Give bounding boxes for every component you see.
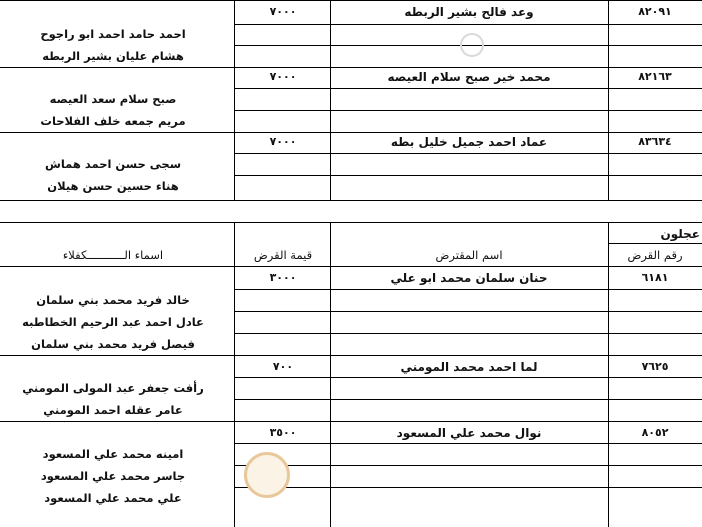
loan-number: ٨٢٠٩١	[638, 5, 672, 18]
grid-line	[234, 465, 702, 466]
guarantors-header: اسماء الـــــــــــكفلاء	[62, 248, 164, 262]
guarantor-name: هناء حسين حسن هيلان	[47, 179, 179, 193]
grid-line	[234, 399, 702, 400]
grid-line	[0, 355, 702, 356]
loan-number: ٨٣٦٣٤	[638, 135, 672, 148]
guarantor-name: صبح سلام سعد العيصه	[49, 92, 177, 106]
loan-number: ٨٢١٦٣	[638, 70, 672, 83]
grid-line	[0, 200, 702, 201]
loan-number: ٨٠٥٢	[641, 426, 669, 439]
grid-line	[0, 421, 702, 422]
grid-line	[234, 333, 702, 334]
borrower-name: حنان سلمان محمد ابو علي	[390, 271, 548, 285]
borrower-name: وعد فالح بشير الربطه	[404, 5, 534, 19]
loan-amount: ٧٠٠٠	[269, 135, 297, 148]
borrower-name: لما احمد محمد المومني	[400, 360, 538, 374]
grid-line	[234, 222, 235, 527]
grid-line	[330, 222, 331, 527]
loan-amount: ٧٠٠٠	[269, 5, 297, 18]
grid-line	[0, 222, 702, 223]
grid-line	[234, 377, 702, 378]
grid-line	[330, 0, 331, 200]
grid-line	[234, 110, 702, 111]
guarantor-name: مريم جمعه خلف الفلاحات	[40, 114, 186, 128]
loan-number-header: رقم القرض	[627, 248, 683, 262]
guarantor-name: علي محمد علي المسعود	[44, 491, 182, 505]
grid-line	[234, 0, 235, 200]
grid-line	[0, 0, 702, 1]
guarantor-name: عادل احمد عبد الرحيم الخطاطبه	[22, 315, 204, 329]
grid-line	[234, 175, 702, 176]
watermark-seal-icon	[244, 452, 290, 498]
guarantor-name: امينه محمد علي المسعود	[42, 447, 184, 461]
borrower-name: نوال محمد علي المسعود	[396, 426, 542, 440]
grid-line	[234, 487, 702, 488]
grid-line	[0, 266, 702, 267]
grid-line	[234, 443, 702, 444]
grid-line	[0, 67, 702, 68]
city-heading: عجلون	[660, 227, 700, 241]
guarantor-name: رأفت جعفر عبد المولى المومني	[22, 381, 204, 395]
loan-amount: ٧٠٠	[272, 360, 294, 373]
grid-line	[234, 289, 702, 290]
loan-amount: ٧٠٠٠	[269, 70, 297, 83]
guarantor-name: جاسر محمد علي المسعود	[40, 469, 186, 483]
grid-line	[608, 222, 609, 527]
borrower-name: عماد احمد جميل خليل بطه	[390, 135, 548, 149]
guarantor-name: عامر عقله احمد المومني	[43, 403, 183, 417]
borrower-header: اسم المقترض	[435, 248, 503, 262]
grid-line	[0, 132, 702, 133]
loan-amount: ٣٥٠٠	[269, 426, 297, 439]
guarantor-name: هشام عليان بشير الربطه	[42, 49, 184, 63]
guarantor-name: خالد فريد محمد بني سلمان	[36, 293, 190, 307]
loan-number: ٧٦٢٥	[641, 360, 669, 373]
borrower-name: محمد خير صبح سلام العيصه	[387, 70, 551, 84]
loan-number: ٦١٨١	[641, 271, 669, 284]
watermark-seal-icon	[460, 33, 484, 57]
grid-line	[234, 24, 702, 25]
guarantor-name: احمد حامد احمد ابو راجوح	[40, 27, 186, 41]
grid-line	[234, 311, 702, 312]
guarantor-name: سجى حسن احمد هماش	[44, 157, 182, 171]
grid-line	[234, 88, 702, 89]
loan-amount: ٣٠٠٠	[269, 271, 297, 284]
grid-line	[608, 243, 702, 244]
grid-line	[608, 0, 609, 200]
amount-header: قيمة القرض	[253, 248, 313, 262]
grid-line	[234, 153, 702, 154]
guarantor-name: فيصل فريد محمد بني سلمان	[31, 337, 195, 351]
